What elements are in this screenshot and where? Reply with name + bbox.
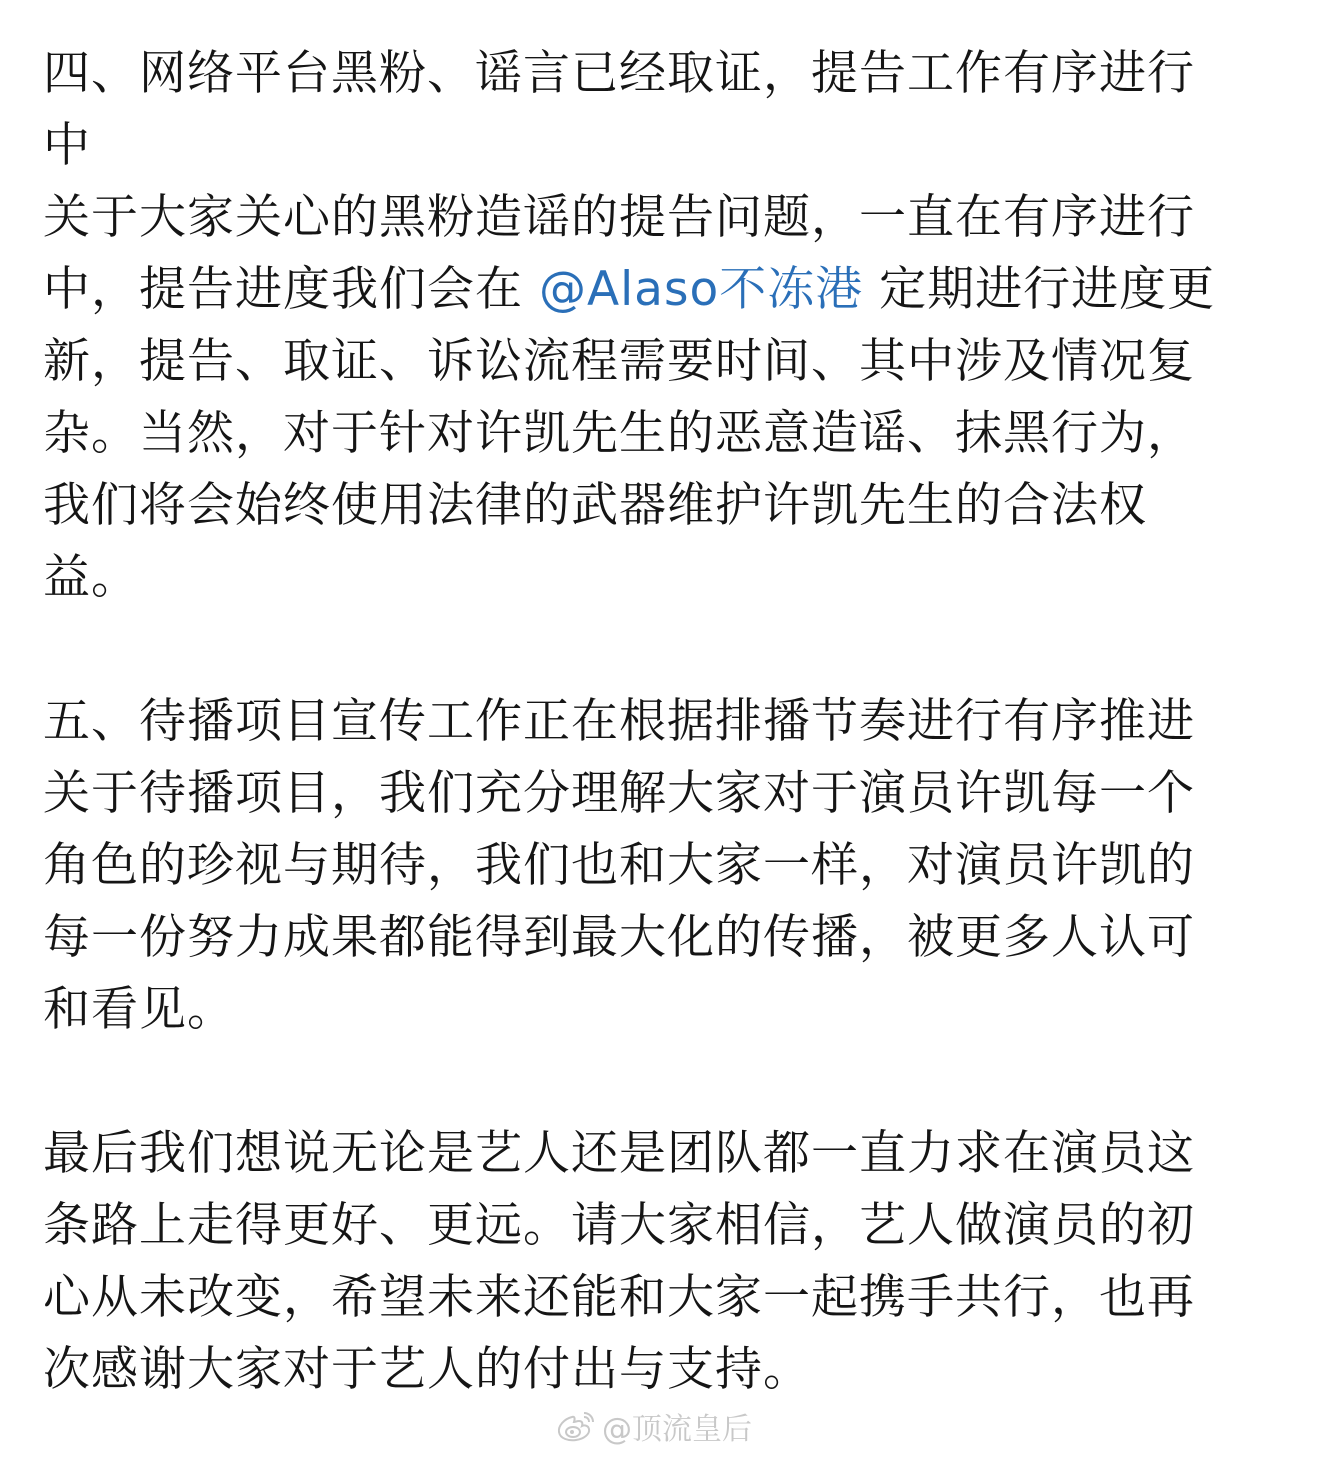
watermark bbox=[556, 1404, 752, 1448]
closing-line3: 心从未改变，希望未来还能和大家一起携手共行，也再 bbox=[43, 1270, 1195, 1325]
section4-body-line2 bbox=[43, 254, 1263, 326]
post-text bbox=[43, 38, 1263, 1406]
section4-body-line2-start: 中，提告进度我们会在 bbox=[43, 262, 539, 317]
section4-body-line6: 益。 bbox=[43, 550, 139, 605]
section5-body-line2: 角色的珍视与期待，我们也和大家一样，对演员许凯的 bbox=[43, 838, 1195, 893]
section4-heading-line1: 四、网络平台黑粉、谣言已经取证，提告工作有序进行 bbox=[43, 46, 1195, 101]
section4-body-line3: 新，提告、取证、诉讼流程需要时间、其中涉及情况复 bbox=[43, 334, 1195, 389]
mention-link[interactable]: @Alaso不冻港 bbox=[538, 262, 864, 317]
paragraph-gap bbox=[43, 1046, 1263, 1118]
weibo-icon bbox=[556, 1409, 596, 1443]
closing-line2: 条路上走得更好、更远。请大家相信，艺人做演员的初 bbox=[43, 1198, 1195, 1253]
watermark-text: @顶流皇后 bbox=[602, 1412, 752, 1447]
section4-body-line5: 我们将会始终使用法律的武器维护许凯先生的合法权 bbox=[43, 478, 1147, 533]
section4-body-line1: 关于大家关心的黑粉造谣的提告问题，一直在有序进行 bbox=[43, 190, 1195, 245]
section5-body-line1: 关于待播项目，我们充分理解大家对于演员许凯每一个 bbox=[43, 766, 1195, 821]
paragraph-gap bbox=[43, 614, 1263, 686]
closing-line4: 次感谢大家对于艺人的付出与支持。 bbox=[43, 1342, 811, 1397]
section5-body-line3: 每一份努力成果都能得到最大化的传播，被更多人认可 bbox=[43, 910, 1195, 965]
section4-body-line4: 杂。当然，对于针对许凯先生的恶意造谣、抹黑行为， bbox=[43, 406, 1195, 461]
section5-body-line4: 和看见。 bbox=[43, 982, 235, 1037]
section4-body-line2-end: 定期进行进度更 bbox=[863, 262, 1216, 317]
section5-heading: 五、待播项目宣传工作正在根据排播节奏进行有序推进 bbox=[43, 694, 1195, 749]
section4-heading-line2: 中 bbox=[43, 118, 91, 173]
closing-line1: 最后我们想说无论是艺人还是团队都一直力求在演员这 bbox=[43, 1126, 1195, 1181]
